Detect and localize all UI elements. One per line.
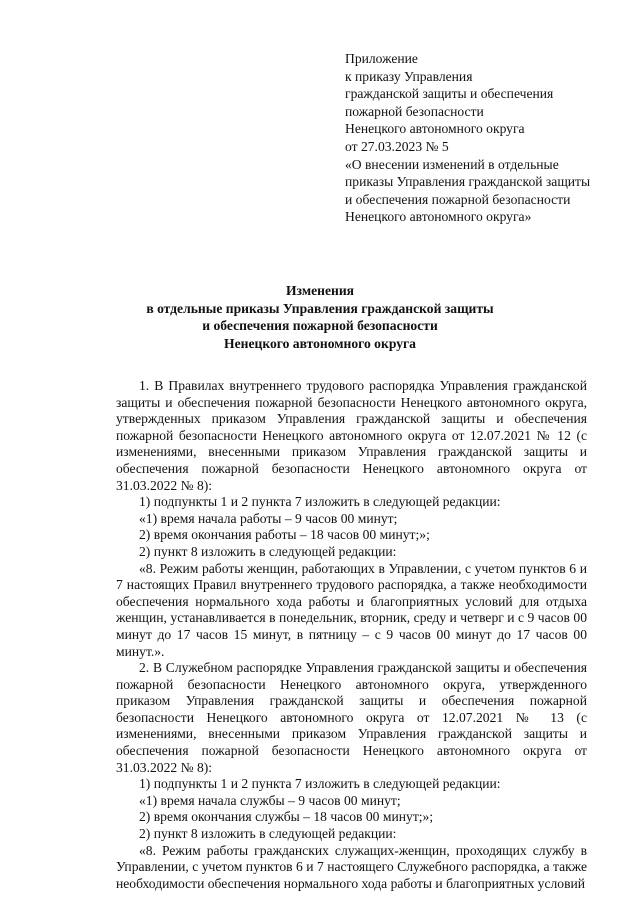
body-paragraph: 1. В Правилах внутреннего трудового распорядка Управления гражданской защиты и обеспечения пожарной безопасности Ненецкого автономного округа, утвержденных приказом Управления гражданской защиты и обеспечения пожарной безопасности Ненецкого автономного округа от 12.07.2021 № 12 (с изменениями, внесенными приказом Управления гражданской защиты и обеспечения пожарной безопасности Ненецкого автономного округа от 31.03.2022 № 8): xyxy=(116,378,587,493)
body-paragraph: «1) время начала службы – 9 часов 00 минут; xyxy=(139,792,401,808)
body-paragraph: 1) подпункты 1 и 2 пункта 7 изложить в следующей редакции: xyxy=(139,494,501,510)
title-line: Ненецкого автономного округа xyxy=(224,335,416,351)
appendix-line: гражданской защиты и обеспечения xyxy=(345,86,554,102)
body-paragraph: 1) подпункты 1 и 2 пункта 7 изложить в следующей редакции: xyxy=(139,776,501,792)
body-paragraph: 2) пункт 8 изложить в следующей редакции: xyxy=(139,543,397,559)
appendix-line: и обеспечения пожарной безопасности xyxy=(345,191,571,207)
body-paragraph: «8. Режим работы женщин, работающих в Управлении, с учетом пунктов 6 и 7 настоящих Правил внутреннего трудового распорядка, а также необходимости обеспечения нормального хода работы и благоприятных условий для отдыха женщин, устанавливается в понедельник, вторник, среду и четверг и с 9 часов 00 минут до 17 часов 15 минут, в пятницу – с 9 часов 00 минут до 17 часов 00 минут.». xyxy=(116,560,587,659)
title-line: Изменения xyxy=(285,283,355,298)
body-paragraph: 2) время окончания службы – 18 часов 00 минут;»; xyxy=(139,809,434,825)
appendix-line: от 27.03.2023 № 5 xyxy=(345,138,449,154)
document-title xyxy=(100,282,540,352)
appendix-line: Приложение xyxy=(345,51,418,66)
document-body xyxy=(116,378,587,892)
appendix-line: Ненецкого автономного округа xyxy=(345,121,525,137)
body-paragraph: 2) пункт 8 изложить в следующей редакции: xyxy=(139,826,397,842)
title-line: и обеспечения пожарной безопасности xyxy=(202,318,438,334)
body-paragraph: 2. В Служебном распорядке Управления гражданской защиты и обеспечения пожарной безопасности Ненецкого автономного округа, утвержденного приказом Управления гражданской защиты и обеспечения пожарной безопасности Ненецкого автономного округа от 12.07.2021 № 13 (с изменениями, внесенными приказом Управления гражданской защиты и обеспечения пожарной безопасности Ненецкого автономного округа от 31.03.2022 № 8): xyxy=(116,660,587,775)
appendix-line: «О внесении изменений в отдельные xyxy=(345,156,559,172)
appendix-line: Ненецкого автономного округа» xyxy=(345,209,532,225)
body-paragraph: «8. Режим работы гражданских служащих-женщин, проходящих службу в Управлении, с учетом пунктов 6 и 7 настоящего Служебного распорядка, а также необходимости обеспечения нормального хода работы и благоприятных условий xyxy=(116,842,587,891)
body-paragraph: «1) время начала работы – 9 часов 00 минут; xyxy=(139,510,398,526)
body-paragraph: 2) время окончания работы – 18 часов 00 минут;»; xyxy=(139,527,430,543)
appendix-block xyxy=(345,50,605,226)
appendix-line: к приказу Управления xyxy=(345,68,473,84)
appendix-line: пожарной безопасности xyxy=(345,103,484,119)
title-line: в отдельные приказы Управления гражданской защиты xyxy=(146,300,494,316)
appendix-line: приказы Управления гражданской защиты xyxy=(345,174,591,190)
